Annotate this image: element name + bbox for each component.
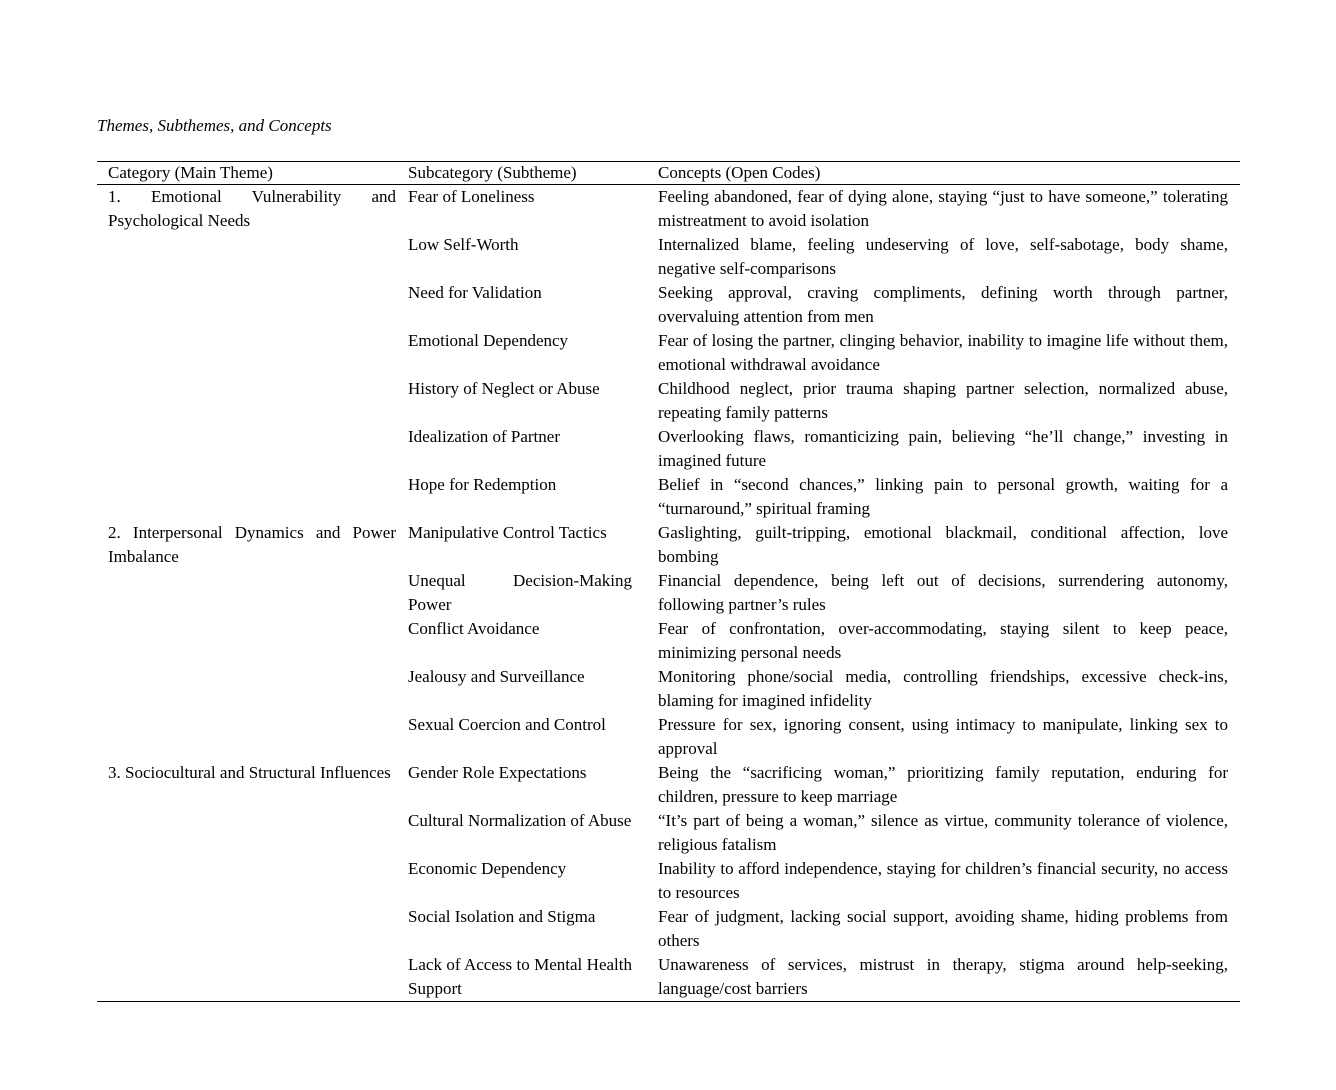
subtheme-cell: Conflict Avoidance <box>408 619 540 638</box>
table-row <box>408 809 1240 857</box>
concepts-cell: Childhood neglect, prior trauma shaping partner selection, normalized abuse, repeating family patterns <box>658 379 1228 422</box>
subtheme-cell: Hope for Redemption <box>408 475 557 494</box>
theme-group-3 <box>97 761 1240 1001</box>
subtheme-cell: Jealousy and Surveillance <box>408 667 585 686</box>
table-row <box>408 425 1240 473</box>
subtheme-cell: Gender Role Expectations <box>408 763 587 782</box>
theme-group-rows <box>408 521 1240 761</box>
concepts-cell: Inability to afford independence, staying for children’s financial security, no access to resources <box>658 859 1228 902</box>
table-row <box>408 329 1240 377</box>
header-subcategory: Subcategory (Subtheme) <box>408 163 577 182</box>
concepts-cell: Fear of confrontation, over-accommodating, staying silent to keep peace, minimizing personal needs <box>658 619 1228 662</box>
subtheme-cell: Lack of Access to Mental Health Support <box>408 955 632 998</box>
concepts-cell: Gaslighting, guilt-tripping, emotional blackmail, conditional affection, love bombing <box>658 523 1228 566</box>
concepts-cell: “It’s part of being a woman,” silence as virtue, community tolerance of violence, religious fatalism <box>658 811 1228 854</box>
table-row <box>408 281 1240 329</box>
subtheme-cell: Low Self-Worth <box>408 235 519 254</box>
concepts-cell: Financial dependence, being left out of decisions, surrendering autonomy, following partner’s rules <box>658 571 1228 614</box>
concepts-cell: Pressure for sex, ignoring consent, using intimacy to manipulate, linking sex to approval <box>658 715 1228 758</box>
table-row <box>408 617 1240 665</box>
theme-group-1 <box>97 185 1240 521</box>
subtheme-cell: Emotional Dependency <box>408 331 569 350</box>
subtheme-cell: Cultural Normalization of Abuse <box>408 811 632 830</box>
concepts-cell: Unawareness of services, mistrust in therapy, stigma around help-seeking, language/cost barriers <box>658 955 1228 998</box>
subtheme-cell: Unequal Decision-Making Power <box>408 571 632 614</box>
table-row <box>408 665 1240 713</box>
table-row <box>408 569 1240 617</box>
table-row <box>408 473 1240 521</box>
concepts-cell: Feeling abandoned, fear of dying alone, staying “just to have someone,” tolerating mistreatment to avoid isolation <box>658 187 1228 230</box>
header-category: Category (Main Theme) <box>108 163 273 182</box>
concepts-cell: Seeking approval, craving compliments, defining worth through partner, overvaluing attention from men <box>658 283 1228 326</box>
table-header-row <box>97 162 1240 185</box>
concepts-cell: Belief in “second chances,” linking pain to personal growth, waiting for a “turnaround,” spiritual framing <box>658 475 1228 518</box>
category-cell: 1. Emotional Vulnerability and Psychological Needs <box>108 187 396 230</box>
subtheme-cell: Fear of Loneliness <box>408 187 535 206</box>
table-row <box>408 905 1240 953</box>
theme-group-rows <box>408 185 1240 521</box>
theme-group-2 <box>97 521 1240 761</box>
themes-table <box>97 161 1240 1002</box>
table-row <box>408 953 1240 1001</box>
table-row <box>408 377 1240 425</box>
table-row <box>408 185 1240 233</box>
table-row <box>408 761 1240 809</box>
subtheme-cell: History of Neglect or Abuse <box>408 379 600 398</box>
concepts-cell: Internalized blame, feeling undeserving of love, self-sabotage, body shame, negative self-comparisons <box>658 235 1228 278</box>
table-title: Themes, Subthemes, and Concepts <box>97 116 332 135</box>
concepts-cell: Fear of judgment, lacking social support, avoiding shame, hiding problems from others <box>658 907 1228 950</box>
subtheme-cell: Need for Validation <box>408 283 542 302</box>
subtheme-cell: Social Isolation and Stigma <box>408 907 596 926</box>
subtheme-cell: Manipulative Control Tactics <box>408 523 607 542</box>
table-row <box>408 713 1240 761</box>
subtheme-cell: Economic Dependency <box>408 859 567 878</box>
concepts-cell: Being the “sacrificing woman,” prioritizing family reputation, enduring for children, pressure to keep marriage <box>658 763 1228 806</box>
header-concepts: Concepts (Open Codes) <box>658 163 821 182</box>
category-cell: 2. Interpersonal Dynamics and Power Imbalance <box>108 523 396 566</box>
table-row <box>408 857 1240 905</box>
concepts-cell: Monitoring phone/social media, controlling friendships, excessive check-ins, blaming for imagined infidelity <box>658 667 1228 710</box>
category-cell: 3. Sociocultural and Structural Influences <box>108 763 391 782</box>
concepts-cell: Fear of losing the partner, clinging behavior, inability to imagine life without them, emotional withdrawal avoidance <box>658 331 1228 374</box>
table-row <box>408 521 1240 569</box>
table-row <box>408 233 1240 281</box>
subtheme-cell: Sexual Coercion and Control <box>408 715 606 734</box>
subtheme-cell: Idealization of Partner <box>408 427 560 446</box>
concepts-cell: Overlooking flaws, romanticizing pain, believing “he’ll change,” investing in imagined future <box>658 427 1228 470</box>
theme-group-rows <box>408 761 1240 1001</box>
